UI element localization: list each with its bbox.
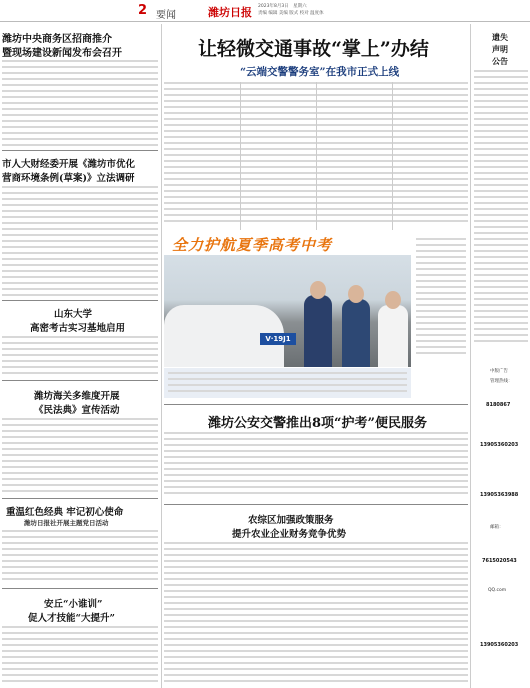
article-title: 市人大财经委开展《潍坊市优化 — [2, 159, 136, 170]
main-subheadline: “云端交警警务室”在我市正式上线 — [240, 66, 400, 78]
sidebar-label: 邮箱： — [490, 525, 504, 530]
article-body — [2, 60, 158, 148]
column-divider — [240, 82, 241, 230]
article-body — [2, 186, 158, 298]
article-body — [2, 626, 158, 686]
article-title: 潍坊中央商务区招商推介 — [2, 34, 112, 45]
sidebar-label: QQ.com — [488, 588, 507, 593]
header-info — [258, 3, 324, 17]
column-divider — [161, 24, 162, 688]
article-body — [2, 418, 158, 496]
phone-number: 13905363988 — [480, 492, 519, 498]
face — [385, 291, 401, 309]
photo-caption — [164, 368, 411, 398]
police-officer — [342, 299, 370, 367]
face — [310, 281, 326, 299]
article-title: 促人才技能“大提升” — [28, 613, 115, 624]
article-title: 《民法典》宣传活动 — [34, 405, 120, 416]
police-officer — [304, 295, 332, 367]
article-title: 高密考古实习基地启用 — [30, 323, 126, 334]
sidebar-label: 管理热线： — [490, 379, 513, 384]
header-date: 2023年8月3日 星期六 — [258, 4, 307, 9]
article-title: 营商环境条例(草案)》立法调研 — [2, 173, 135, 184]
header-editors: 责编 编辑 美编 版式 校对 温度体 — [258, 11, 324, 16]
phone-number: 13905360203 — [480, 642, 519, 648]
license-plate: V·19J1 — [260, 333, 296, 345]
divider — [2, 498, 158, 499]
sidebar-divider — [470, 24, 471, 688]
sidebar-title: 声明 — [492, 44, 508, 54]
article-body — [2, 530, 158, 586]
newspaper-logo: 潍坊日报 — [208, 6, 252, 19]
main-headline: 让轻微交通事故“掌上”办结 — [198, 38, 429, 60]
phone-number: 13905360203 — [480, 442, 519, 448]
divider — [164, 404, 468, 405]
article-title: 重温红色经典 牢记初心使命 — [6, 507, 124, 518]
ads-sidebar — [470, 24, 530, 688]
article-title: 潍坊海关多维度开展 — [34, 391, 120, 402]
divider — [2, 300, 158, 301]
article-title: 农综区加强政策服务 — [248, 515, 334, 526]
divider — [2, 150, 158, 151]
page-number: 2 — [138, 3, 148, 18]
sidebar-title: 公告 — [492, 56, 508, 66]
article-subtitle: 提升农业企业财务竞争优势 — [232, 529, 347, 540]
person — [378, 305, 408, 367]
article-title: 安丘“小谁训” — [44, 599, 103, 610]
divider — [2, 588, 158, 589]
article-subtitle: 潍坊日报社开展主题党日活动 — [24, 519, 109, 527]
face — [348, 285, 364, 303]
divider — [164, 504, 468, 505]
column-divider — [316, 82, 317, 230]
article-title: 潍坊公安交警推出8项“护考”便民服务 — [208, 416, 428, 431]
notice-text — [416, 238, 466, 358]
page-header — [0, 0, 530, 22]
phone-number: 8180867 — [486, 402, 511, 408]
section-name: 要闻 — [156, 10, 176, 21]
article-body — [2, 336, 158, 378]
article-title: 山东大学 — [54, 309, 93, 320]
sidebar-label: 中版广告 — [490, 369, 508, 374]
article-body — [164, 542, 468, 686]
news-photo — [164, 255, 411, 367]
banner-title: 全力护航夏季高考中考 — [172, 236, 333, 254]
sidebar-number: 7615020543 — [482, 558, 517, 564]
divider — [2, 380, 158, 381]
column-divider — [392, 82, 393, 230]
article-body — [164, 432, 468, 502]
article-title: 暨现场建设新闻发布会召开 — [2, 48, 122, 59]
sidebar-notices — [474, 70, 528, 350]
sidebar-title: 遗失 — [492, 32, 508, 42]
